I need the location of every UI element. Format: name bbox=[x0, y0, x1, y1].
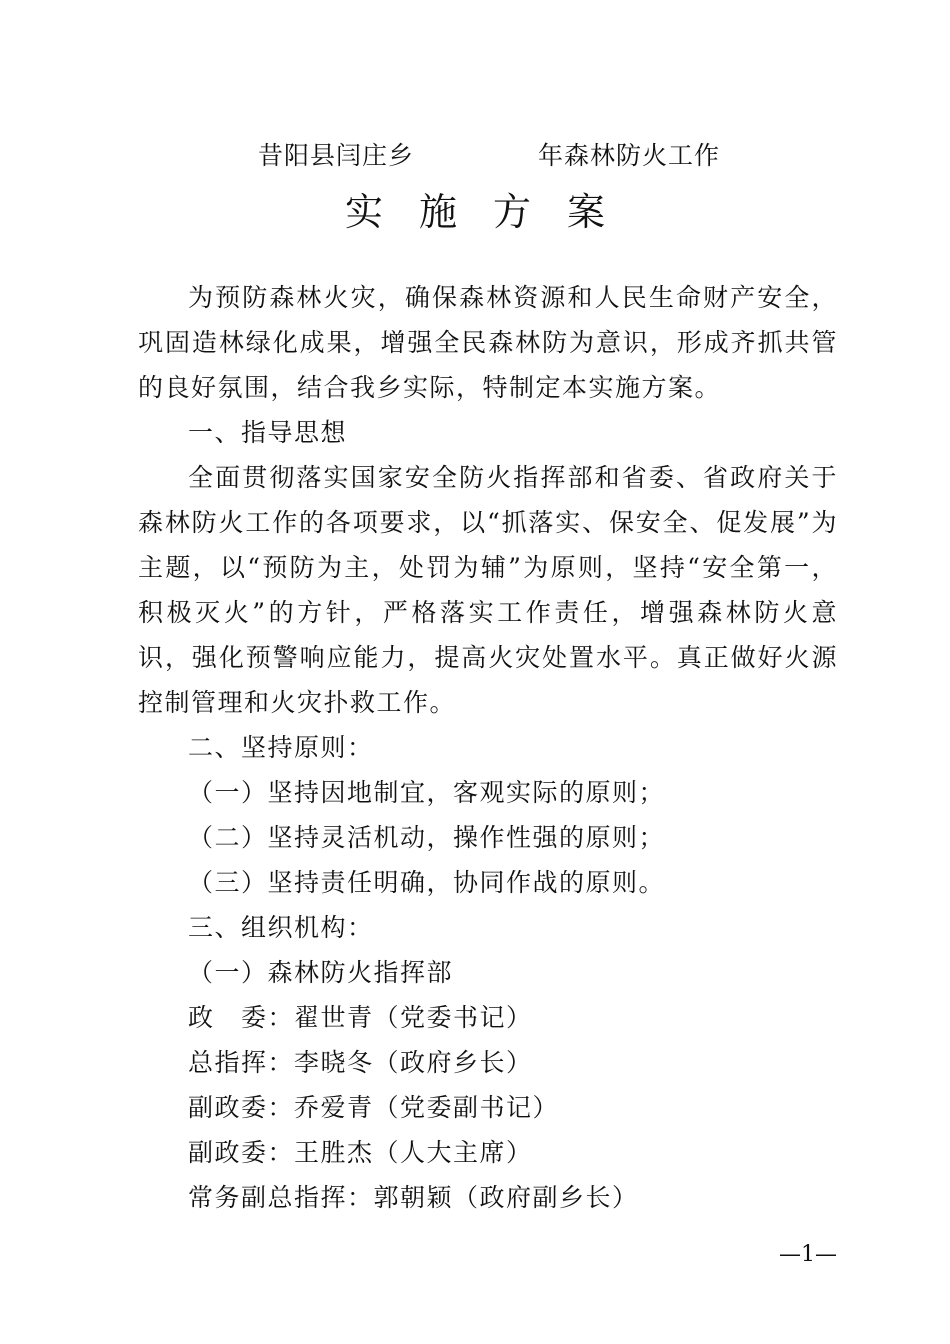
section-heading-organization: 三、组织机构： bbox=[188, 913, 374, 942]
member-item: 副政委：王胜杰（人大主席） bbox=[188, 1138, 533, 1167]
member-item: 副政委：乔爱青（党委副书记） bbox=[188, 1093, 560, 1122]
title-county-township: 昔阳县闫庄乡 bbox=[258, 141, 415, 170]
title-year-work: 年森林防火工作 bbox=[538, 141, 721, 170]
section-heading-principles: 二、坚持原则： bbox=[188, 733, 374, 762]
main-title: 实施方案 bbox=[344, 190, 641, 234]
principle-item: （一）坚持因地制宜，客观实际的原则； bbox=[188, 778, 666, 807]
section-heading-guiding-thought: 一、指导思想 bbox=[188, 418, 348, 447]
subsection-heading-command: （一）森林防火指挥部 bbox=[188, 958, 454, 987]
document-body bbox=[138, 275, 838, 1220]
intro-paragraph: 为预防森林火灾，确保森林资源和人民生命财产安全，巩固造林绿化成果，增强全民森林防为意识，形成齐抓共管的良好氛围，结合我乡实际，特制定本实施方案。 bbox=[138, 283, 838, 402]
principle-item: （二）坚持灵活机动，操作性强的原则； bbox=[188, 823, 666, 852]
member-item: 政 委：翟世青（党委书记） bbox=[188, 1003, 533, 1032]
principle-item: （三）坚持责任明确，协同作战的原则。 bbox=[188, 868, 666, 897]
member-item: 常务副总指挥：郭朝颖（政府副乡长） bbox=[188, 1183, 639, 1212]
page-number: —1— bbox=[779, 1242, 837, 1267]
guiding-thought-paragraph: 全面贯彻落实国家安全防火指挥部和省委、省政府关于森林防火工作的各项要求，以“抓落实、保安全、促发展”为主题，以“预防为主，处罚为辅”为原则，坚持“安全第一，积极灭火”的方针，严格落实工作责任，增强森林防火意识，强化预警响应能力，提高火灾处置水平。真正做好火源控制管理和火灾扑救工作。 bbox=[138, 463, 838, 717]
member-item: 总指挥：李晓冬（政府乡长） bbox=[188, 1048, 533, 1077]
